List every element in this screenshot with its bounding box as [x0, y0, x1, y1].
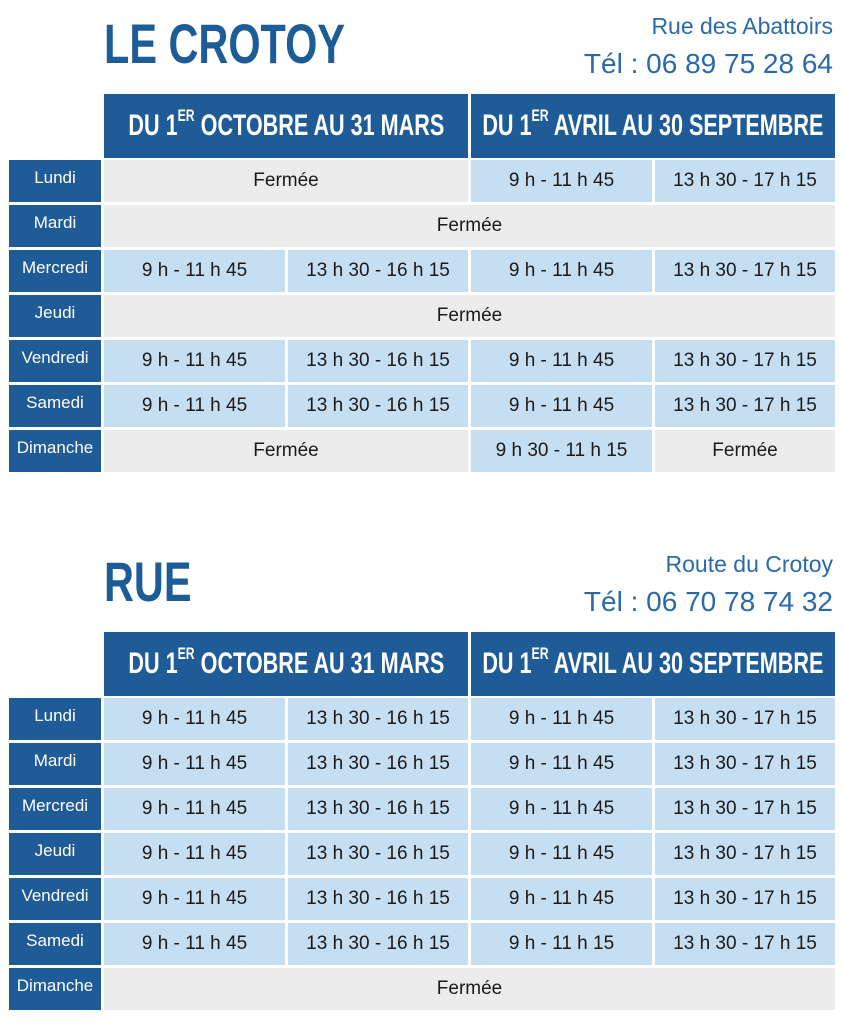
day-label: Lundi — [9, 160, 101, 202]
table-row — [0, 250, 845, 292]
hours-cell: 9 h - 11 h 45 — [104, 250, 285, 292]
table-row — [0, 698, 845, 740]
period-header-october-march: DU 1ER OCTOBRE AU 31 MARS — [104, 632, 468, 696]
day-label: Samedi — [9, 923, 101, 965]
table-row — [0, 295, 845, 337]
table-row — [0, 385, 845, 427]
hours-cell: 9 h - 11 h 45 — [104, 743, 285, 785]
hours-cell: 9 h - 11 h 45 — [471, 698, 652, 740]
hours-cell: 9 h 30 - 11 h 15 — [471, 430, 652, 472]
period-header-april-september: DU 1ER AVRIL AU 30 SEPTEMBRE — [471, 632, 835, 696]
address: Rue des Abattoirs — [651, 13, 833, 39]
hours-cell: 9 h - 11 h 15 — [471, 923, 652, 965]
hours-cell: 9 h - 11 h 45 — [104, 833, 285, 875]
hours-cell: 13 h 30 - 16 h 15 — [288, 698, 468, 740]
hours-cell: 13 h 30 - 17 h 15 — [655, 340, 835, 382]
hours-cell: 9 h - 11 h 45 — [104, 340, 285, 382]
day-label: Mardi — [9, 205, 101, 247]
hours-cell: Fermée — [104, 160, 468, 202]
hours-cell: 13 h 30 - 16 h 15 — [288, 385, 468, 427]
table-row — [0, 788, 845, 830]
hours-cell: Fermée — [104, 295, 835, 337]
day-label: Jeudi — [9, 295, 101, 337]
hours-cell: 9 h - 11 h 45 — [471, 743, 652, 785]
hours-cell: 9 h - 11 h 45 — [471, 160, 652, 202]
hours-cell: 9 h - 11 h 45 — [104, 923, 285, 965]
hours-cell: Fermée — [104, 430, 468, 472]
period-header-october-march: DU 1ER OCTOBRE AU 31 MARS — [104, 94, 468, 158]
table-row — [0, 878, 845, 920]
hours-cell: 9 h - 11 h 45 — [471, 833, 652, 875]
hours-cell: Fermée — [655, 430, 835, 472]
day-label: Vendredi — [9, 340, 101, 382]
address: Route du Crotoy — [665, 551, 833, 577]
hours-cell: 13 h 30 - 17 h 15 — [655, 385, 835, 427]
hours-cell: 13 h 30 - 16 h 15 — [288, 743, 468, 785]
day-label: Mercredi — [9, 250, 101, 292]
day-label: Mardi — [9, 743, 101, 785]
day-label: Lundi — [9, 698, 101, 740]
hours-cell: 9 h - 11 h 45 — [104, 788, 285, 830]
day-label: Dimanche — [9, 968, 101, 1010]
hours-cell: 13 h 30 - 17 h 15 — [655, 878, 835, 920]
day-label: Vendredi — [9, 878, 101, 920]
period-header-april-september: DU 1ER AVRIL AU 30 SEPTEMBRE — [471, 94, 835, 158]
hours-cell: 9 h - 11 h 45 — [104, 385, 285, 427]
day-label: Samedi — [9, 385, 101, 427]
day-label: Mercredi — [9, 788, 101, 830]
table-row — [0, 340, 845, 382]
hours-cell: 9 h - 11 h 45 — [104, 698, 285, 740]
hours-cell: 13 h 30 - 17 h 15 — [655, 923, 835, 965]
hours-cell: 13 h 30 - 17 h 15 — [655, 743, 835, 785]
hours-cell: 9 h - 11 h 45 — [104, 878, 285, 920]
hours-cell: 9 h - 11 h 45 — [471, 250, 652, 292]
table-row — [0, 430, 845, 472]
hours-cell: 13 h 30 - 16 h 15 — [288, 250, 468, 292]
hours-cell: 13 h 30 - 17 h 15 — [655, 788, 835, 830]
table-row — [0, 205, 845, 247]
hours-cell: 9 h - 11 h 45 — [471, 788, 652, 830]
table-row — [0, 833, 845, 875]
day-label: Jeudi — [9, 833, 101, 875]
hours-cell: 13 h 30 - 16 h 15 — [288, 340, 468, 382]
hours-cell: 9 h - 11 h 45 — [471, 878, 652, 920]
hours-cell: 13 h 30 - 17 h 15 — [655, 160, 835, 202]
hours-cell: Fermée — [104, 205, 835, 247]
hours-cell: 9 h - 11 h 45 — [471, 340, 652, 382]
hours-cell: Fermée — [104, 968, 835, 1010]
location-title: RUE — [104, 550, 192, 613]
table-row — [0, 743, 845, 785]
day-label: Dimanche — [9, 430, 101, 472]
hours-cell: 13 h 30 - 16 h 15 — [288, 788, 468, 830]
table-row — [0, 923, 845, 965]
hours-cell: 13 h 30 - 17 h 15 — [655, 833, 835, 875]
location-title: LE CROTOY — [104, 12, 345, 75]
hours-cell: 13 h 30 - 16 h 15 — [288, 923, 468, 965]
table-row — [0, 160, 845, 202]
hours-cell: 13 h 30 - 17 h 15 — [655, 698, 835, 740]
phone: Tél : 06 89 75 28 64 — [583, 48, 833, 79]
phone: Tél : 06 70 78 74 32 — [583, 586, 833, 617]
table-row — [0, 968, 845, 1010]
hours-cell: 13 h 30 - 16 h 15 — [288, 878, 468, 920]
hours-cell: 13 h 30 - 16 h 15 — [288, 833, 468, 875]
hours-cell: 9 h - 11 h 45 — [471, 385, 652, 427]
hours-cell: 13 h 30 - 17 h 15 — [655, 250, 835, 292]
